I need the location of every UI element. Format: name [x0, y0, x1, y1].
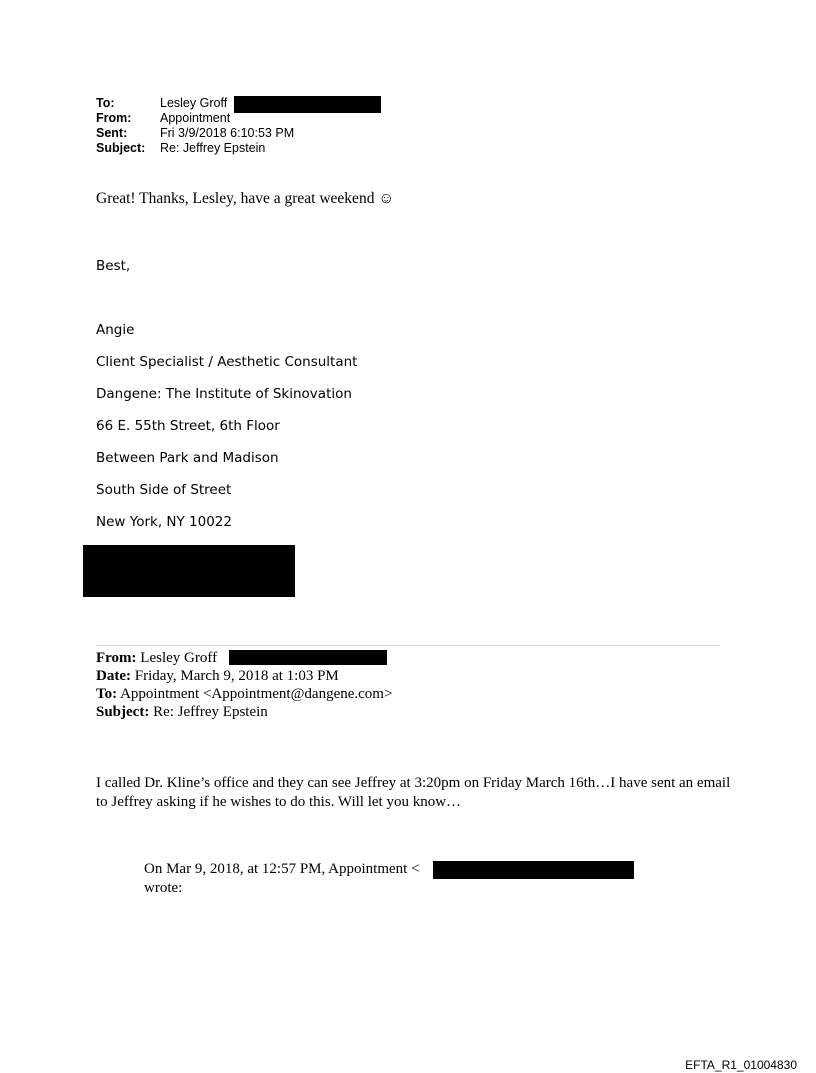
to-label: To:	[96, 96, 115, 110]
document-id: EFTA_R1_01004830	[685, 1058, 797, 1072]
redaction-signature-block	[83, 545, 295, 597]
fwd-to-row	[96, 685, 392, 703]
subject-label: Subject:	[96, 141, 146, 155]
header-sent-row	[96, 126, 294, 141]
header-from-row	[96, 111, 294, 126]
fwd-subject-row	[96, 703, 392, 721]
fwd-date-label: Date:	[96, 668, 131, 684]
quoted-intro	[144, 860, 420, 898]
signature-city: New York, NY 10022	[96, 514, 232, 530]
redaction-quoted-email	[433, 861, 634, 879]
to-value: Lesley Groff	[160, 96, 228, 110]
fwd-to-label: To:	[96, 686, 118, 702]
sent-label: Sent:	[96, 126, 128, 140]
subject-value: Re: Jeffrey Epstein	[160, 141, 266, 155]
from-value: Appointment	[160, 111, 231, 125]
fwd-from-value: Lesley Groff	[140, 650, 218, 666]
sent-value: Fri 3/9/2018 6:10:53 PM	[160, 126, 295, 140]
reply-body: Great! Thanks, Lesley, have a great weekend ☺	[96, 190, 395, 207]
fwd-from-label: From:	[96, 650, 137, 666]
signature-side: South Side of Street	[96, 482, 232, 498]
fwd-date-row	[96, 667, 392, 685]
fwd-subject-label: Subject:	[96, 704, 150, 720]
message-divider	[96, 645, 720, 646]
signature-name: Angie	[96, 322, 135, 338]
fwd-subject-value: Re: Jeffrey Epstein	[153, 704, 268, 720]
signature-title: Client Specialist / Aesthetic Consultant	[96, 354, 358, 370]
quoted-intro-line: On Mar 9, 2018, at 12:57 PM, Appointment <	[144, 861, 420, 877]
from-label: From:	[96, 111, 132, 125]
header-subject-row	[96, 141, 294, 156]
redaction-fwd-email	[229, 650, 387, 665]
forwarded-message: I called Dr. Kline’s office and they can see Jeffrey at 3:20pm on Friday March 16th…I have sent an email to Jeffrey asking if he wishes to do this. Will let you know…	[96, 775, 731, 810]
redaction-to-email	[234, 96, 381, 113]
signature-cross-streets: Between Park and Madison	[96, 450, 279, 466]
signature-address: 66 E. 55th Street, 6th Floor	[96, 418, 280, 434]
fwd-to-value: Appointment <Appointment@dangene.com>	[120, 686, 393, 702]
quoted-wrote: wrote:	[144, 880, 183, 896]
fwd-date-value: Friday, March 9, 2018 at 1:03 PM	[134, 668, 339, 684]
signature-company: Dangene: The Institute of Skinovation	[96, 386, 352, 402]
signature-closing: Best,	[96, 258, 131, 274]
